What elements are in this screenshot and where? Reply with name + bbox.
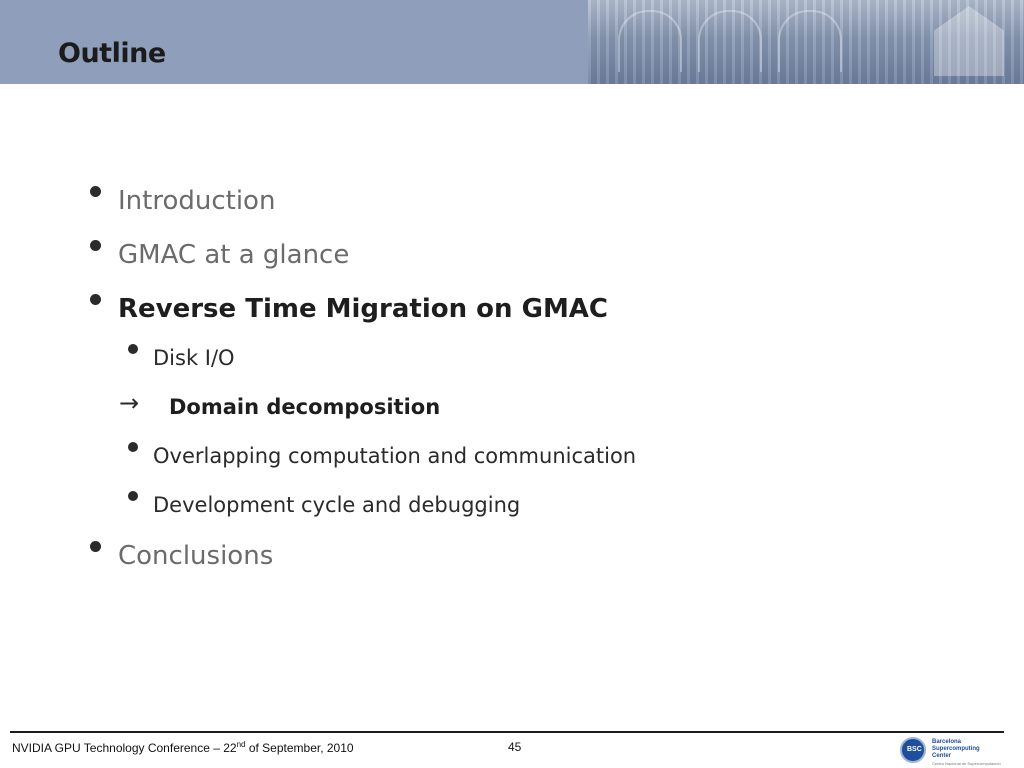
outline-item-label: Disk I/O [153,346,235,370]
footer-conference: NVIDIA GPU Technology Conference – 22nd of September, 2010 [12,740,354,755]
footer-divider [10,731,1004,733]
outline-subitem-disk-io [153,346,235,370]
outline-subitem-domain-decomposition [169,395,440,419]
outline-item-label: Development cycle and debugging [153,493,521,517]
outline-subitem-development-cycle [153,493,520,517]
bullet-icon [128,442,138,452]
bullet-icon [90,294,101,305]
current-section-arrow-icon: → [119,389,140,417]
bullet-icon [128,491,138,501]
outline-item-gmac [118,240,349,270]
outline-item-label: Domain decomposition [169,395,441,419]
bullet-icon [128,344,138,354]
outline-item-introduction [118,186,275,216]
bsc-logo-icon: BSC [900,737,926,763]
outline-item-label: Introduction [118,186,276,216]
outline-item-label: GMAC at a glance [118,240,350,270]
outline-item-conclusions [118,541,273,571]
outline-item-rtm [118,294,608,324]
outline-item-label: Reverse Time Migration on GMAC [118,294,609,324]
outline-item-label: Conclusions [118,541,274,571]
slide-title: Outline [58,38,166,69]
outline-subitem-overlapping [153,444,636,468]
page-number: 45 [508,740,522,754]
bullet-icon [90,541,101,552]
outline-item-label: Overlapping computation and communication [153,444,637,468]
bullet-icon [90,240,101,251]
bsc-logo: BSC Barcelona Supercomputing Center Centro Nacional de Supercomputación [900,737,1010,765]
bullet-icon [90,186,101,197]
